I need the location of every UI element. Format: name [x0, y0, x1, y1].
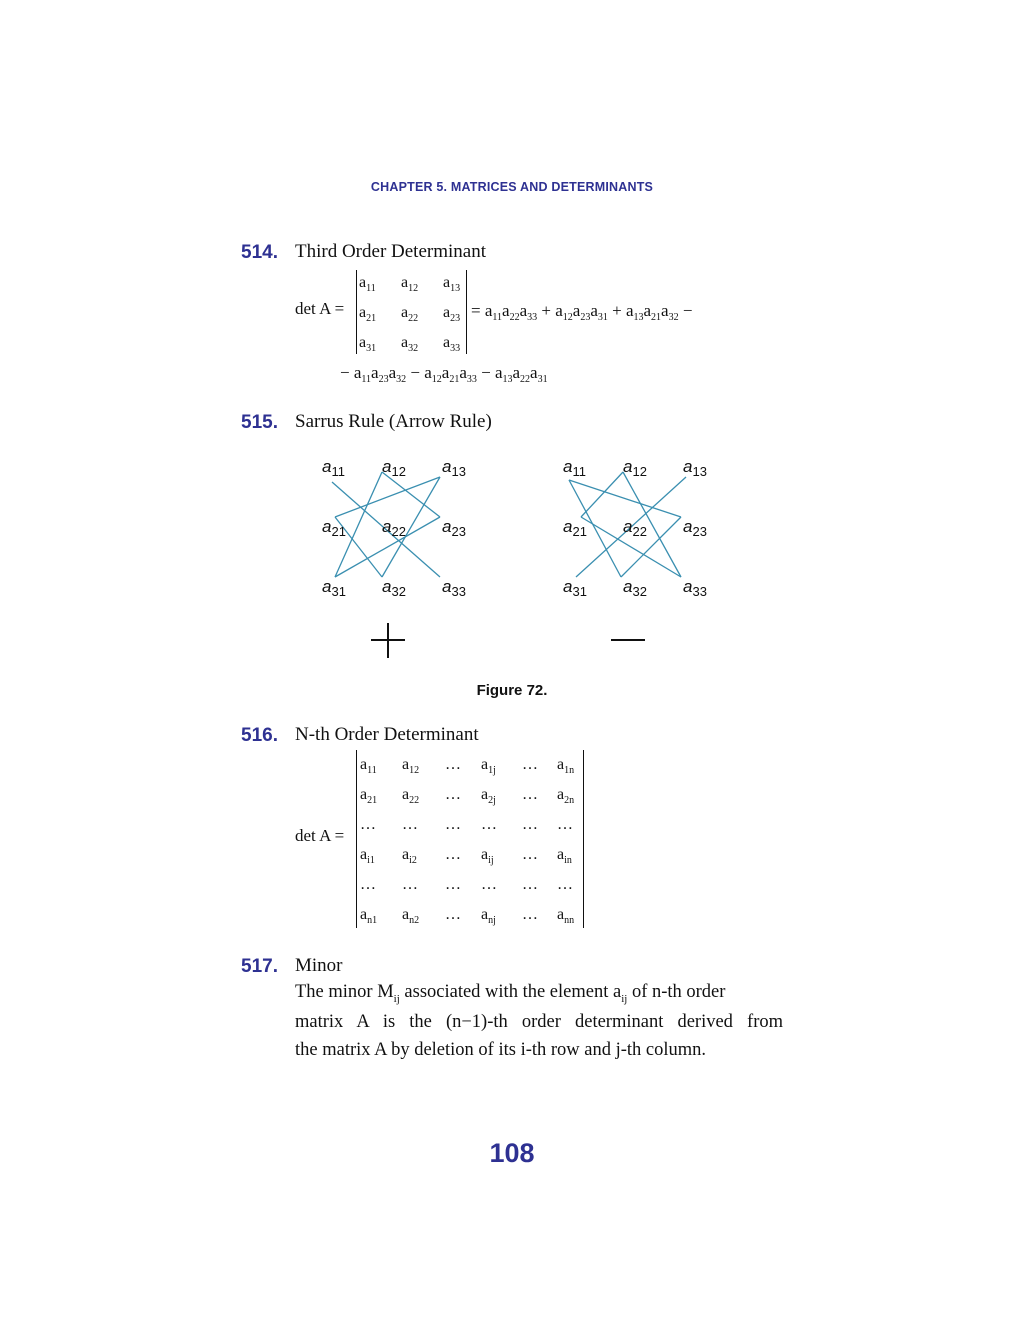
sarrus-element-label: $a_{23}$ — [683, 517, 707, 539]
detn-entry: … — [522, 816, 538, 833]
sarrus-element-label: $a_{13}$ — [683, 457, 707, 479]
figure-caption: Figure 72. — [476, 682, 548, 699]
det3-entry: $a_{12}$ — [401, 274, 419, 294]
detn-entry: … — [360, 876, 376, 893]
detn-entry: … — [402, 876, 418, 893]
sarrus-diagram — [300, 440, 730, 670]
sarrus-element-label: $a_{32}$ — [382, 577, 406, 599]
detn-entry: … — [522, 786, 538, 803]
sarrus-element-label: $a_{22}$ — [382, 517, 406, 539]
detn-entry: … — [522, 756, 538, 773]
det3-entry: $a_{23}$ — [443, 304, 461, 324]
detn-entry: $a_{nj}$ — [481, 906, 496, 926]
detn-entry: … — [481, 876, 497, 893]
detn-entry: $a_{1j}$ — [481, 756, 496, 776]
detn-entry: $a_{n1}$ — [360, 906, 378, 926]
det3-entry: $a_{33}$ — [443, 334, 461, 354]
det3-expansion-line2: − $a_{11}a_{23}a_{32} - a_{12}a_{21}a_{33} - a_{13}a_{22}a_{31}$ — [340, 363, 548, 385]
minor-definition — [295, 978, 783, 1064]
detn-entry: … — [445, 816, 461, 833]
sarrus-arrow-line — [335, 477, 440, 517]
sarrus-element-label: $a_{12}$ — [623, 457, 647, 479]
detn-entry: $a_{1n}$ — [557, 756, 575, 776]
sarrus-element-label: $a_{21}$ — [563, 517, 587, 539]
sarrus-element-label: $a_{31}$ — [322, 577, 346, 599]
detn-entry: … — [445, 906, 461, 923]
sarrus-element-label: $a_{33}$ — [683, 577, 707, 599]
chapter-header: CHAPTER 5. MATRICES AND DETERMINANTS — [370, 180, 654, 194]
detn-entry: … — [445, 876, 461, 893]
sarrus-element-label: $a_{23}$ — [442, 517, 466, 539]
section-title-516: N-th Order Determinant — [295, 724, 479, 745]
detn-lhs: det A = — [295, 826, 345, 845]
detn-entry: … — [445, 786, 461, 803]
detn-entry: $a_{ij}$ — [481, 846, 494, 866]
sarrus-element-label: $a_{31}$ — [563, 577, 587, 599]
detn-left-bar — [356, 750, 357, 928]
detn-entry: … — [557, 876, 573, 893]
detn-entry: … — [445, 756, 461, 773]
detn-entry: … — [481, 816, 497, 833]
sarrus-element-label: $a_{22}$ — [623, 517, 647, 539]
plus-sign — [371, 623, 405, 658]
detn-entry: … — [522, 876, 538, 893]
det3-entry: $a_{21}$ — [359, 304, 377, 324]
section-number-517: 517. — [241, 956, 278, 977]
detn-entry: $a_{22}$ — [402, 786, 420, 806]
sarrus-element-label: $a_{12}$ — [382, 457, 406, 479]
detn-right-bar — [583, 750, 584, 928]
section-title-515: Sarrus Rule (Arrow Rule) — [295, 411, 492, 432]
det3-entry: $a_{22}$ — [401, 304, 419, 324]
detn-entry: $a_{21}$ — [360, 786, 378, 806]
sarrus-element-label: $a_{11}$ — [563, 457, 586, 479]
detn-entry: $a_{i2}$ — [402, 846, 417, 866]
detn-entry: … — [522, 906, 538, 923]
minor-line1: The minor $M_{ij}$ associated with the element $a_{ij}$ of n-th order — [295, 982, 726, 1005]
det3-expansion-line1: = $a_{11}a_{22}a_{33} + a_{12}a_{23}a_{31} + a_{13}a_{21}a_{32}$ − — [471, 301, 693, 323]
minor-line2: matrix A is the (n−1)-th order determinant derived from — [295, 1012, 783, 1032]
detn-entry: $a_{11}$ — [360, 756, 377, 776]
detn-entry: $a_{12}$ — [402, 756, 420, 776]
detn-entry: … — [360, 816, 376, 833]
detn-entry: $a_{n2}$ — [402, 906, 420, 926]
detn-entry: $a_{nn}$ — [557, 906, 575, 926]
detn-entry: … — [557, 816, 573, 833]
section-number-515: 515. — [241, 412, 278, 433]
detn-entry: … — [402, 816, 418, 833]
section-number-516: 516. — [241, 725, 278, 746]
minor-line3: the matrix A by deletion of its i-th row and j-th column. — [295, 1040, 707, 1060]
page-number: 108 — [489, 1138, 535, 1168]
detn-entry: $a_{2j}$ — [481, 786, 496, 806]
det3-right-bar — [466, 270, 467, 354]
sarrus-arrow-line — [581, 472, 623, 517]
section-number-514: 514. — [241, 242, 278, 263]
det3-lhs: det A = — [295, 299, 345, 318]
sarrus-element-label: $a_{21}$ — [322, 517, 346, 539]
sarrus-element-label: $a_{33}$ — [442, 577, 466, 599]
detn-entry: $a_{in}$ — [557, 846, 572, 866]
section-title-517: Minor — [295, 955, 343, 976]
det3-entry: $a_{31}$ — [359, 334, 377, 354]
det3-left-bar — [356, 270, 357, 354]
detn-entry: $a_{i1}$ — [360, 846, 375, 866]
detn-entry: … — [522, 846, 538, 863]
det3-entry: $a_{13}$ — [443, 274, 461, 294]
det3-entry: $a_{11}$ — [359, 274, 376, 294]
section-title-514: Third Order Determinant — [295, 241, 486, 262]
det3-entry: $a_{32}$ — [401, 334, 419, 354]
detn-entry: $a_{2n}$ — [557, 786, 575, 806]
sarrus-element-label: $a_{32}$ — [623, 577, 647, 599]
detn-entry: … — [445, 846, 461, 863]
sarrus-element-label: $a_{11}$ — [322, 457, 345, 479]
sarrus-element-label: $a_{13}$ — [442, 457, 466, 479]
